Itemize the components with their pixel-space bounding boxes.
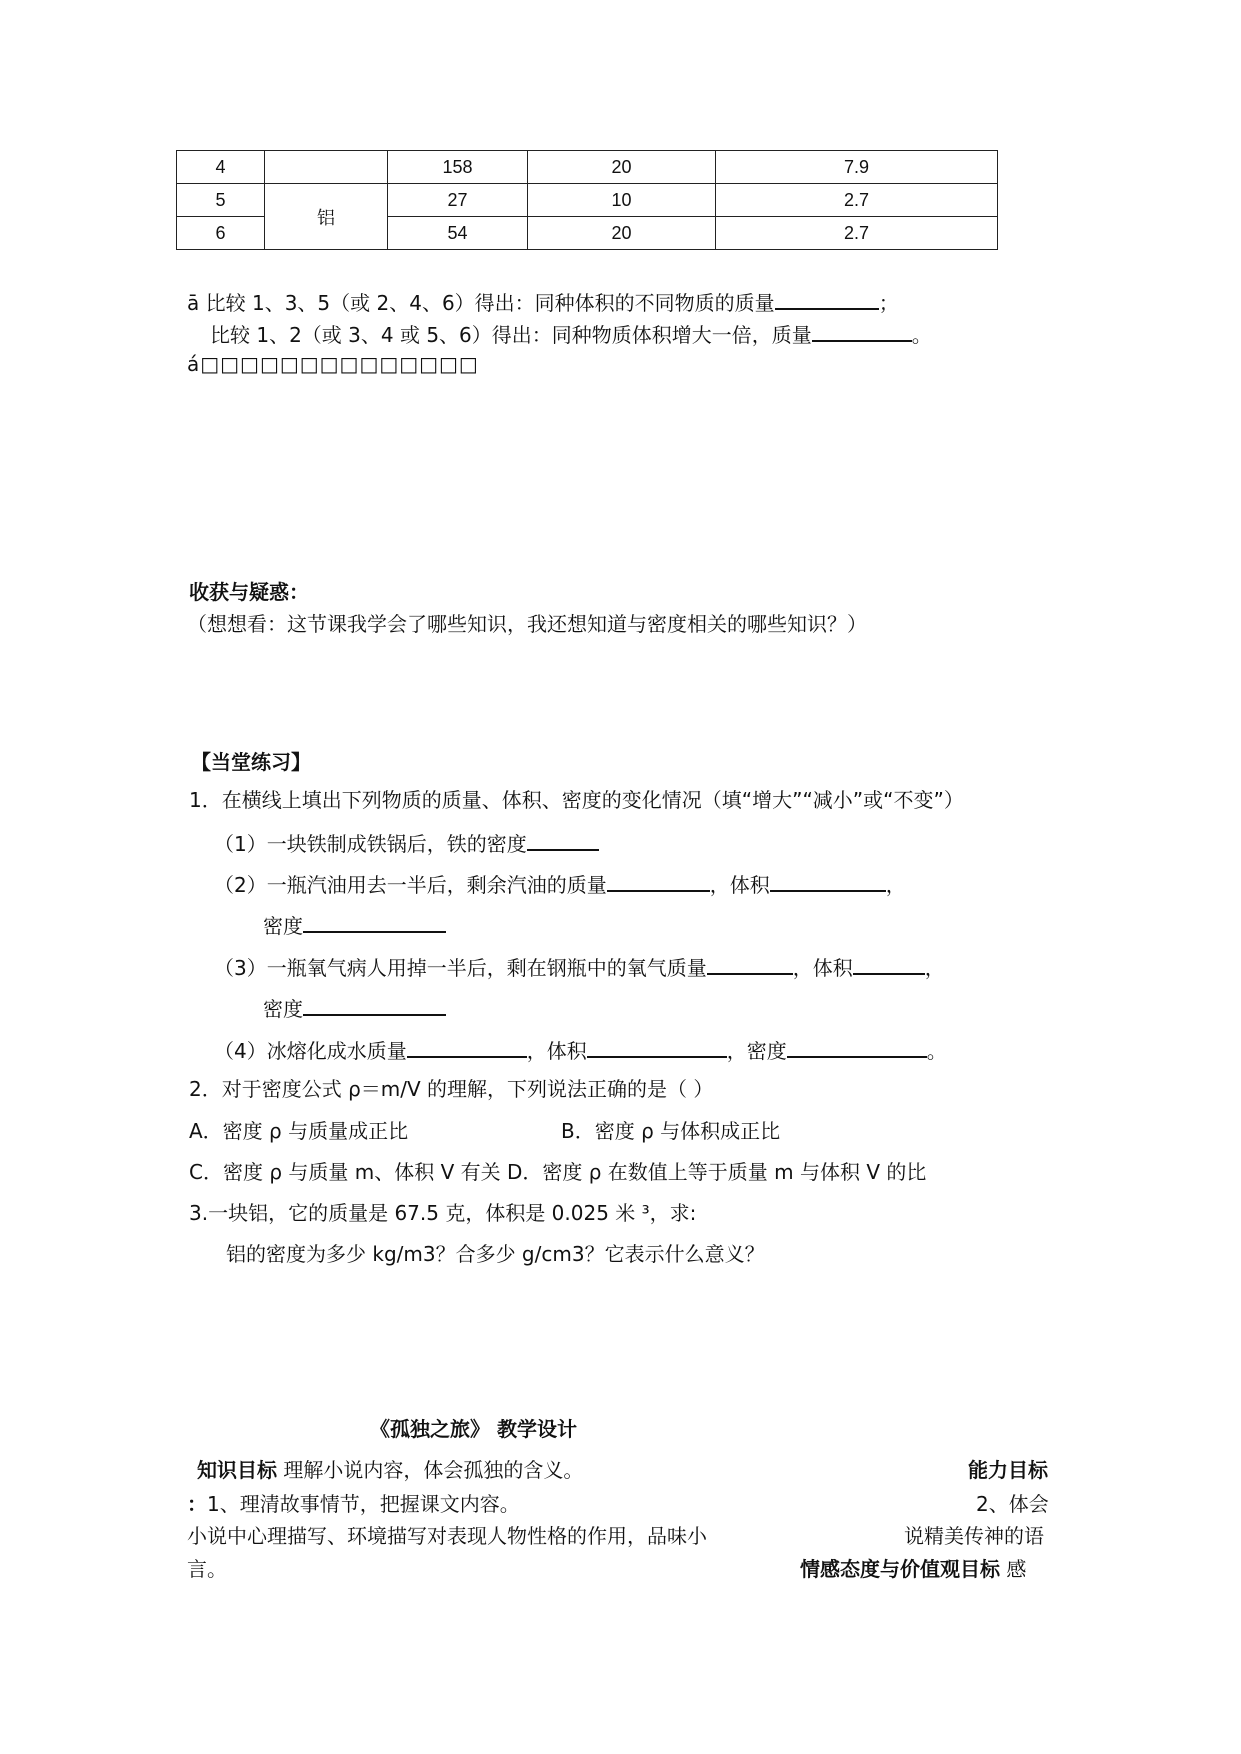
punctuation: 。	[911, 323, 932, 347]
question-1-1	[214, 831, 599, 854]
ability-goal-1	[187, 1494, 520, 1514]
answer-blank[interactable]	[527, 831, 599, 851]
question-1-3	[214, 955, 945, 978]
question-text: 密度	[263, 997, 303, 1021]
punctuation: 。	[926, 1039, 947, 1063]
compare-line-2	[210, 322, 932, 345]
table-cell: 6	[177, 217, 265, 250]
punctuation: ，	[924, 956, 945, 980]
question-3: 3.一块铝，它的质量是 67.5 克，体积是 0.025 米 ³，求:	[189, 1201, 697, 1225]
table-cell	[265, 151, 388, 184]
table-cell: 5	[177, 184, 265, 217]
table-cell-material: 铝	[265, 184, 388, 250]
goal-label: 知识目标	[197, 1458, 277, 1482]
compare-line-1	[187, 290, 899, 313]
punctuation: ，	[885, 873, 906, 897]
question-3-detail: 铝的密度为多少 kg/m3？合多少 g/cm3？它表示什么意义？	[226, 1242, 765, 1266]
question-text: （1）一块铁制成铁锅后，铁的密度	[214, 832, 527, 856]
table-cell: 2.7	[716, 184, 998, 217]
goal-text: 理解小说内容，体会孤独的含义。	[283, 1458, 584, 1482]
goal-text: 1、理清故事情节，把握课文内容。	[207, 1492, 520, 1516]
answer-blank[interactable]	[853, 955, 925, 975]
answer-blank[interactable]	[707, 955, 793, 975]
question-text: （3）一瓶氧气病人用掉一半后，剩在钢瓶中的氧气质量	[214, 956, 707, 980]
option-a: A．密度 ρ 与质量成正比	[189, 1119, 409, 1143]
question-text: ，体积	[709, 873, 770, 897]
answer-blank[interactable]	[607, 872, 710, 892]
ability-goal-2-right: 说精美传神的语	[904, 1524, 1044, 1548]
option-c-d: C．密度 ρ 与质量 m、体积 V 有关 D．密度 ρ 在数值上等于质量 m 与体积 V 的比	[189, 1160, 927, 1184]
design-title: 《孤独之旅》 教学设计	[370, 1417, 577, 1441]
table-cell: 7.9	[716, 151, 998, 184]
goal-text: 感	[1006, 1557, 1027, 1581]
table-cell: 27	[388, 184, 528, 217]
knowledge-goal	[197, 1460, 583, 1480]
ability-goal-2: 2、体会	[976, 1492, 1049, 1516]
table-cell: 54	[388, 217, 528, 250]
ability-goal-label: 能力目标	[968, 1458, 1048, 1482]
option-b: B．密度 ρ 与体积成正比	[561, 1119, 781, 1143]
answer-blank[interactable]	[407, 1038, 527, 1058]
table-row	[177, 151, 998, 184]
table-row	[177, 184, 998, 217]
question-1-4	[214, 1038, 947, 1061]
compare-text-2: 比较 1、2（或 3、4 或 5、6）得出：同种物质体积增大一倍，质量	[210, 323, 812, 347]
goal-label: 情感态度与价值观目标	[800, 1557, 1000, 1581]
harvest-prompt: （想想看：这节课我学会了哪些知识，我还想知道与密度相关的哪些知识？）	[187, 612, 867, 636]
table-cell: 158	[388, 151, 528, 184]
answer-blank[interactable]	[812, 322, 912, 342]
question-1-2-density	[263, 913, 446, 936]
punctuation: ；	[878, 291, 899, 315]
list-marker: ā	[187, 291, 200, 315]
question-1-3-density	[263, 996, 446, 1019]
list-marker: á	[187, 352, 201, 376]
ability-goal-2-end: 言。	[187, 1557, 227, 1581]
question-2: 2．对于密度公式 ρ＝m/V 的理解，下列说法正确的是（ ）	[189, 1077, 714, 1101]
question-text: 密度	[263, 914, 303, 938]
answer-blank[interactable]	[770, 872, 886, 892]
answer-blank[interactable]	[587, 1038, 727, 1058]
density-data-table	[176, 150, 998, 250]
table-cell: 2.7	[716, 217, 998, 250]
question-1-2	[214, 872, 906, 895]
harvest-title: 收获与疑惑：	[189, 580, 309, 604]
compare-text-1: 比较 1、3、5（或 2、4、6）得出：同种体积的不同物质的质量	[205, 291, 775, 315]
question-text: ，体积	[792, 956, 853, 980]
practice-title: 【当堂练习】	[191, 750, 311, 774]
answer-blank[interactable]	[303, 913, 446, 933]
punctuation: ：	[187, 1492, 207, 1516]
question-text: ，体积	[526, 1039, 587, 1063]
question-1: 1．在横线上填出下列物质的质量、体积、密度的变化情况（填“增大”“减小”或“不变”）	[189, 788, 964, 812]
garbled-boxes: □□□□□□□□□□□□□□	[200, 352, 479, 376]
table-cell: 20	[528, 217, 716, 250]
answer-blank[interactable]	[775, 290, 879, 310]
question-text: （2）一瓶汽油用去一半后，剩余汽油的质量	[214, 873, 607, 897]
table-cell: 20	[528, 151, 716, 184]
emotion-goal	[800, 1559, 1026, 1579]
table-cell: 4	[177, 151, 265, 184]
garbled-line	[187, 354, 479, 374]
table-cell: 10	[528, 184, 716, 217]
answer-blank[interactable]	[787, 1038, 927, 1058]
ability-goal-2-left: 小说中心理描写、环境描写对表现人物性格的作用，品味小	[187, 1524, 707, 1548]
question-text: ，密度	[726, 1039, 787, 1063]
answer-blank[interactable]	[303, 996, 446, 1016]
question-text: （4）冰熔化成水质量	[214, 1039, 407, 1063]
